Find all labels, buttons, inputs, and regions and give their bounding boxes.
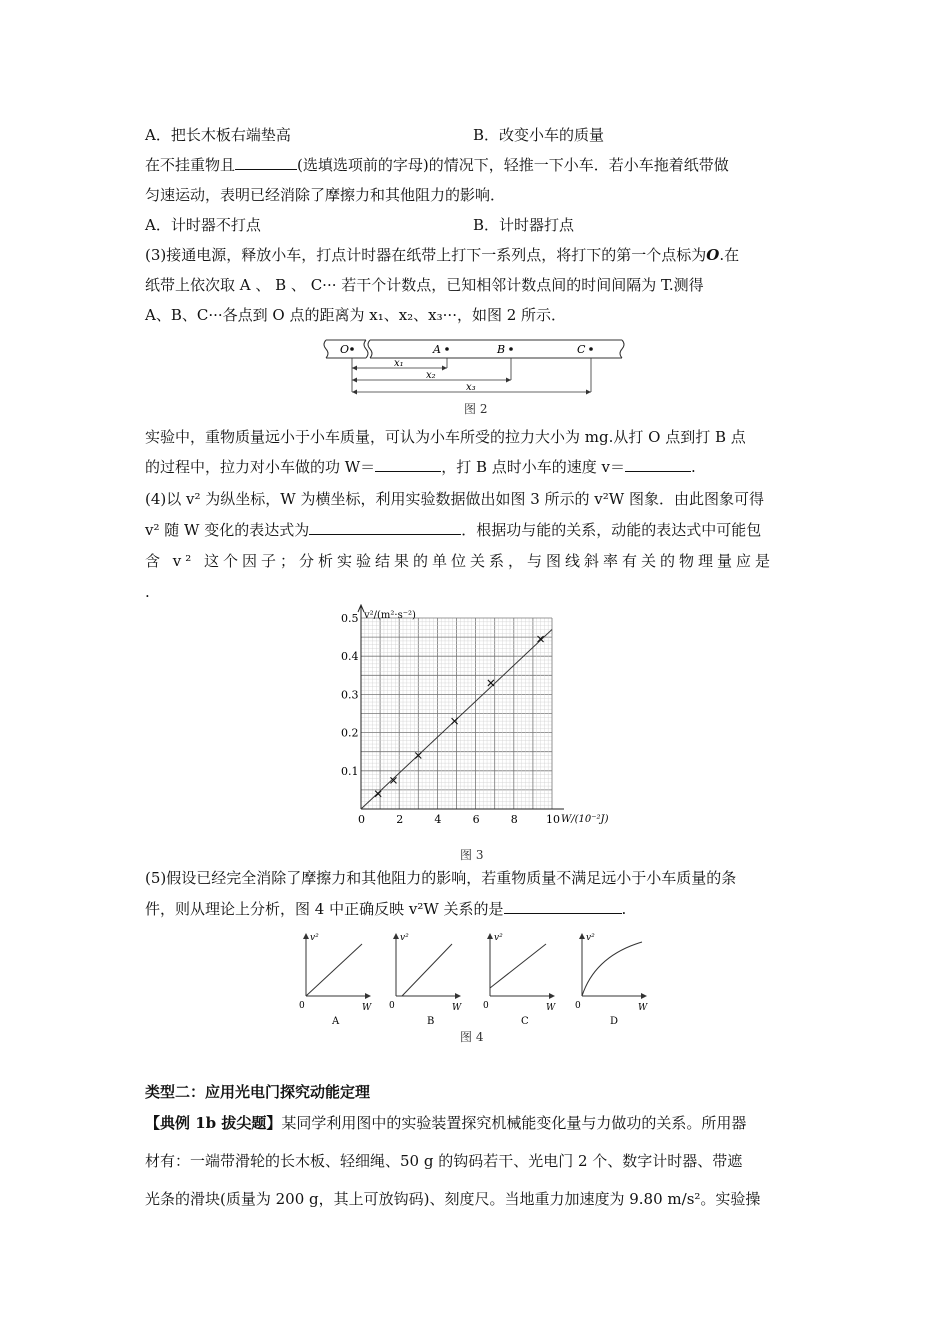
tape-point-b <box>509 347 513 351</box>
exp-text-b: ，打 B 点时小车的速度 v＝ <box>441 458 625 476</box>
q3-text-end: .在 <box>719 246 740 264</box>
graph-d-curve <box>582 942 642 996</box>
tape-label-a: A <box>433 343 441 356</box>
x-tick-label: 0 <box>358 813 365 826</box>
figure-4-graphs <box>290 928 670 1028</box>
q3-line-1 <box>145 245 739 265</box>
condition-line-2: 匀速运动，表明已经消除了摩擦力和其他阻力的影响． <box>145 186 506 204</box>
graph-c-ylabel: v² <box>494 933 503 943</box>
graph-a-ylabel: v² <box>310 933 319 943</box>
graph-b-origin: 0 <box>389 1001 395 1011</box>
option-row-1 <box>145 125 605 145</box>
graph-panel-a <box>299 933 372 1027</box>
y-tick-label: 0.5 <box>341 612 359 625</box>
graph-b-xlabel: W <box>452 1003 462 1013</box>
x-tick-label: 10 <box>546 813 560 826</box>
point-o: O <box>706 246 720 264</box>
answer-blank-expression[interactable] <box>309 520 461 535</box>
chart-y-label: v²/(m²·s⁻²) <box>364 610 416 621</box>
graph-c-label: C <box>521 1016 529 1027</box>
option-a: A．把长木板右端垫高 <box>145 126 291 144</box>
y-tick-label: 0.4 <box>341 650 359 664</box>
graph-a-line <box>306 944 362 996</box>
tape-label-b: B <box>497 343 506 356</box>
graph-a-label: A <box>332 1016 340 1027</box>
tape-point-a <box>445 347 449 351</box>
tape-label-o: O <box>340 343 350 356</box>
tape-point-o <box>350 347 354 351</box>
dim-x2: x₂ <box>426 370 436 381</box>
x-tick-label: 8 <box>510 813 518 826</box>
tape-label-c: C <box>577 343 586 356</box>
q4-line-3: 含 v² 这个因子；分析实验结果的单位关系，与图线斜率有关的物理量应是 <box>145 552 775 570</box>
q5-line-2 <box>145 899 626 919</box>
y-tick-label: 0.2 <box>341 726 359 740</box>
condition-text-2: (选填选项前的字母)的情况下，轻推一下小车．若小车拖着纸带做 <box>297 156 729 174</box>
q5-text-a: 件，则从理论上分析，图 4 中正确反映 v²W 关系的是 <box>145 900 504 918</box>
dim-x3: x₃ <box>466 382 476 393</box>
dim-x1: x₁ <box>394 358 404 369</box>
q4-line-1: (4)以 v² 为纵坐标，W 为横坐标，利用实验数据做出如图 3 所示的 v²W 图象．由此图象可得 <box>145 490 764 508</box>
graph-b-label: B <box>427 1016 435 1027</box>
tape-point-c <box>589 347 593 351</box>
example-line-1 <box>145 1113 746 1133</box>
graph-a-xlabel: W <box>362 1003 372 1013</box>
condition-line-1 <box>145 155 729 175</box>
graph-panel-c <box>483 933 556 1027</box>
figure-4-caption: 图 4 <box>460 1030 484 1044</box>
chart-x-label: W/(10⁻²J) <box>561 814 609 825</box>
y-tick-label: 0.1 <box>341 764 359 778</box>
q5-text-b: . <box>621 900 627 918</box>
option-b: B．计时器打点 <box>473 216 575 234</box>
graph-c-xlabel: W <box>546 1003 556 1013</box>
graph-c-origin: 0 <box>483 1001 489 1011</box>
exp-text-a: 的过程中，拉力对小车做的功 W＝ <box>145 458 376 476</box>
graph-b-line <box>402 944 452 996</box>
example-text-1: 某同学利用图中的实验装置探究机械能变化量与力做功的关系。所用器 <box>281 1114 747 1132</box>
figure-3-chart <box>330 604 630 844</box>
answer-blank-graph[interactable] <box>504 899 622 914</box>
q4-line-2 <box>145 520 761 540</box>
graph-b-ylabel: v² <box>400 933 409 943</box>
section-title: 类型二：应用光电门探究动能定理 <box>145 1083 371 1101</box>
graph-d-origin: 0 <box>575 1001 581 1011</box>
option-row-2 <box>145 215 575 235</box>
q3-text: (3)接通电源，释放小车，打点计时器在纸带上打下一系列点，将打下的第一个点标为 <box>145 246 707 264</box>
q5-line-1: (5)假设已经完全消除了摩擦力和其他阻力的影响，若重物质量不满足远小于小车质量的条 <box>145 869 737 887</box>
answer-blank-work[interactable] <box>375 457 441 472</box>
graph-d-xlabel: W <box>638 1003 648 1013</box>
q4-line-4: . <box>145 583 150 601</box>
answer-blank-velocity[interactable] <box>625 457 691 472</box>
option-b: B．改变小车的质量 <box>473 126 605 144</box>
x-tick-label: 6 <box>472 813 480 826</box>
example-tag: 【典例 1b 拔尖题】 <box>145 1114 282 1132</box>
graph-d-ylabel: v² <box>586 933 595 943</box>
figure-2-caption: 图 2 <box>464 402 488 416</box>
exp-line-2 <box>145 457 696 477</box>
q4-text-b: ．根据功与能的关系，动能的表达式中可能包 <box>461 521 762 539</box>
exp-line-1: 实验中，重物质量远小于小车质量，可认为小车所受的拉力大小为 mg.从打 O 点到打 B 点 <box>145 428 746 446</box>
exp-text-c: . <box>691 458 696 476</box>
figure-3-caption: 图 3 <box>460 848 484 862</box>
example-line-3: 光条的滑块(质量为 200 g，其上可放钩码)、刻度尺。当地重力加速度为 9.80 m/s²。实验操 <box>145 1190 761 1208</box>
option-a: A．计时器不打点 <box>145 216 261 234</box>
x-tick-label: 4 <box>434 813 442 826</box>
x-tick-label: 2 <box>396 813 404 826</box>
graph-panel-b <box>389 933 462 1027</box>
example-line-2: 材有：一端带滑轮的长木板、轻细绳、50 g 的钩码若干、光电门 2 个、数字计时器、带遮 <box>145 1152 743 1170</box>
graph-panel-d <box>575 933 648 1027</box>
answer-blank-1[interactable] <box>235 155 297 170</box>
graph-a-origin: 0 <box>299 1001 305 1011</box>
graph-d-label: D <box>610 1016 619 1027</box>
y-tick-label: 0.3 <box>341 688 359 702</box>
q3-line-2: 纸带上依次取 A 、 B 、 C··· 若干个计数点，已知相邻计数点间的时间间隔为 T.测得 <box>145 276 704 294</box>
graph-c-line <box>490 944 546 988</box>
condition-text-1: 在不挂重物且 <box>145 156 236 174</box>
q3-line-3: A、B、C···各点到 O 点的距离为 x₁、x₂、x₃···，如图 2 所示． <box>145 306 567 324</box>
q4-text-a: v² 随 W 变化的表达式为 <box>145 521 310 539</box>
figure-2-tape <box>320 336 632 398</box>
